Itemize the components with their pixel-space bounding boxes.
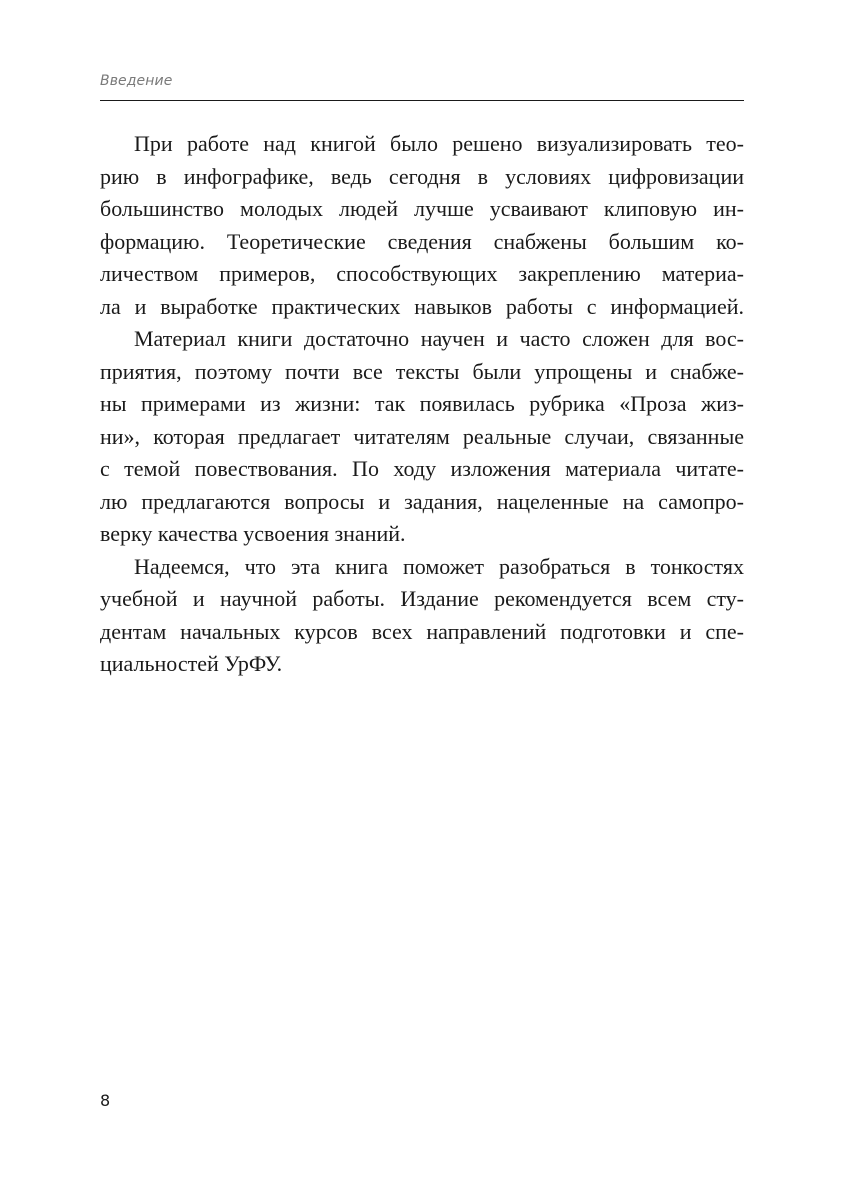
- paragraph-line: приятия, поэтому почти все тексты были упрощены и снабже-: [100, 358, 744, 384]
- paragraph-line: личеством примеров, способствующих закреплению материа-: [100, 261, 744, 286]
- paragraph-line: формацию. Теоретические сведения снабжены большим ко-: [100, 228, 744, 254]
- paragraph-line: циальностей УрФУ.: [100, 651, 283, 676]
- paragraph-line: большинство молодых людей лучше усваивают клиповую ин-: [100, 196, 744, 221]
- paragraph-line: дентам начальных курсов всех направлений подготовки и спе-: [100, 618, 744, 644]
- page-number: 8: [100, 1091, 111, 1110]
- paragraph-line: ны примерами из жизни: так появилась рубрика «Проза жиз-: [100, 391, 744, 416]
- paragraph-line: Надеемся, что эта книга поможет разобраться в тонкостях: [134, 553, 744, 579]
- body-text: [100, 128, 744, 681]
- paragraph-line: лю предлагаются вопросы и задания, нацеленные на самопро-: [100, 488, 744, 514]
- paragraph-line: ни», которая предлагает читателям реальные случаи, связанные: [100, 423, 744, 449]
- paragraph-line: ла и выработке практических навыков работы с информацией.: [100, 293, 744, 319]
- header-rule: [100, 100, 744, 101]
- paragraph-line: учебной и научной работы. Издание рекомендуется всем сту-: [100, 586, 744, 611]
- paragraph-line: с темой повествования. По ходу изложения материала читате-: [100, 456, 744, 481]
- paragraph-line: При работе над книгой было решено визуализировать тео-: [134, 131, 744, 156]
- paragraph-line: рию в инфографике, ведь сегодня в условиях цифровизации: [100, 163, 744, 189]
- running-head: Введение: [100, 73, 173, 89]
- paragraph-line: Материал книги достаточно научен и часто сложен для вос-: [134, 326, 744, 351]
- paragraph-line: верку качества усвоения знаний.: [100, 521, 406, 546]
